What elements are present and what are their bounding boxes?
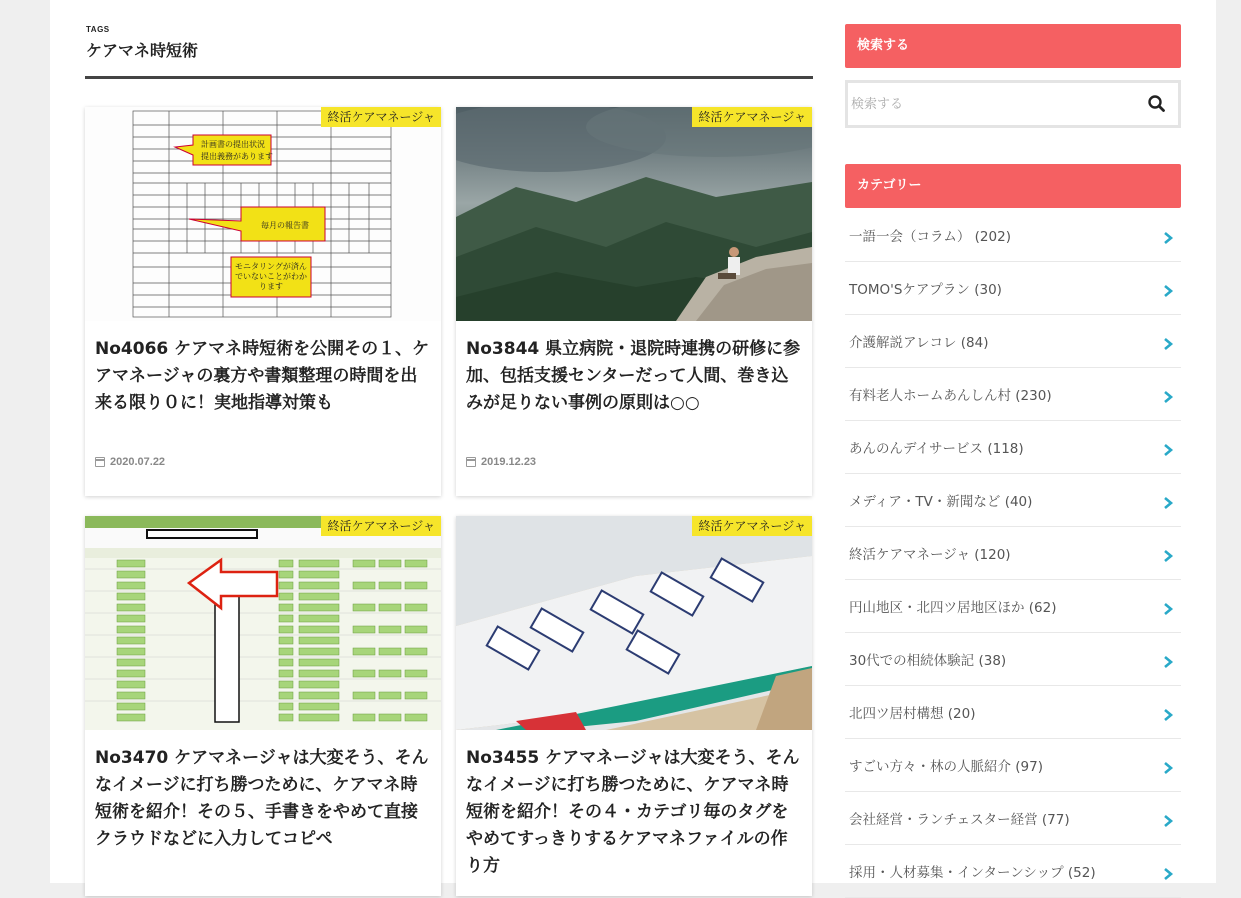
thumb-callout-text: ります: [259, 282, 283, 291]
thumb-callout-text: でいないことがわか: [235, 272, 307, 281]
chevron-right-icon: [1161, 443, 1175, 457]
file-folders-photo: [456, 516, 812, 730]
chevron-right-icon: [1161, 708, 1175, 722]
category-label: 終活ケアマネージャ (120): [849, 547, 1011, 563]
category-label: メディア・TV・新聞など (40): [849, 494, 1033, 510]
chevron-right-icon: [1161, 337, 1175, 351]
category-label: 会社経営・ランチェスター経営 (77): [849, 812, 1070, 828]
chevron-right-icon: [1161, 231, 1175, 245]
category-badge[interactable]: 終活ケアマネージャ: [692, 107, 812, 127]
category-item[interactable]: [845, 633, 1181, 686]
category-item[interactable]: [845, 209, 1181, 262]
post-title[interactable]: No3470 ケアマネージャは大変そう、そんなイメージに打ち勝つために、ケアマネ時短術を紹介！その５、手書きをやめて直接クラウドなどに入力してコピペ: [95, 748, 429, 849]
search-icon[interactable]: [1146, 93, 1168, 115]
post-card[interactable]: [85, 107, 441, 496]
post-card[interactable]: [456, 107, 812, 496]
tags-label: TAGS: [86, 25, 110, 34]
chevron-right-icon: [1161, 284, 1175, 298]
post-thumbnail[interactable]: [456, 516, 812, 730]
category-badge[interactable]: 終活ケアマネージャ: [692, 516, 812, 536]
post-title[interactable]: No3844 県立病院・退院時連携の研修に参加、包括支援センターだって人間、巻き込みが足りない事例の原則は○○: [466, 339, 801, 413]
category-label: 有料老人ホームあんしん村 (230): [849, 388, 1052, 404]
title-divider: [85, 76, 813, 79]
post-date: [95, 456, 165, 468]
chevron-right-icon: [1161, 390, 1175, 404]
search-form: [845, 80, 1181, 128]
category-badge[interactable]: 終活ケアマネージャ: [321, 107, 441, 127]
category-label: 円山地区・北四ツ居地区ほか (62): [849, 600, 1057, 616]
calendar-icon: [95, 457, 105, 467]
chevron-right-icon: [1161, 602, 1175, 616]
category-item[interactable]: [845, 368, 1181, 421]
post-thumbnail[interactable]: [456, 107, 812, 321]
spreadsheet-screenshot-image: [85, 516, 441, 730]
post-card[interactable]: [456, 516, 812, 896]
post-date: [466, 456, 536, 468]
category-item[interactable]: [845, 739, 1181, 792]
search-input[interactable]: [851, 91, 1121, 117]
post-date-text: 2019.12.23: [481, 456, 537, 468]
post-title[interactable]: No3455 ケアマネージャは大変そう、そんなイメージに打ち勝つために、ケアマネ時短術を紹介！その４・カテゴリ毎のタグをやめてすっきりするケアマネファイルの作り方: [466, 748, 800, 876]
post-date-text: 2020.07.22: [110, 456, 166, 468]
thumb-callout-text: モニタリングが済ん: [235, 262, 307, 271]
category-label: 一語一会（コラム） (202): [849, 229, 1011, 245]
page: [50, 0, 1216, 883]
category-widget-heading: カテゴリー: [845, 164, 1181, 208]
thumb-callout-text: 提出義務があります: [201, 152, 273, 161]
category-item[interactable]: [845, 527, 1181, 580]
post-title[interactable]: No4066 ケアマネ時短術を公開その１、ケアマネージャの裏方や書類整理の時間を出来る限り０に！実地指導対策も: [95, 339, 430, 413]
category-item[interactable]: [845, 474, 1181, 527]
mountain-photo: [456, 107, 812, 321]
category-label: 30代での相続体験記 (38): [849, 653, 1007, 669]
category-label: 採用・人材募集・インターンシップ (52): [849, 865, 1096, 881]
category-label: すごい方々・林の人脈紹介 (97): [849, 759, 1044, 775]
category-item[interactable]: [845, 421, 1181, 474]
search-widget-heading: 検索する: [845, 24, 1181, 68]
chevron-right-icon: [1161, 867, 1175, 881]
chevron-right-icon: [1161, 814, 1175, 828]
category-item[interactable]: [845, 262, 1181, 315]
category-item[interactable]: [845, 845, 1181, 898]
post-thumbnail[interactable]: [85, 107, 441, 321]
category-badge[interactable]: 終活ケアマネージャ: [321, 516, 441, 536]
category-item[interactable]: [845, 580, 1181, 633]
category-list: [845, 209, 1181, 898]
calendar-icon: [466, 457, 476, 467]
form-document-image: [85, 107, 441, 321]
chevron-right-icon: [1161, 655, 1175, 669]
post-thumbnail[interactable]: [85, 516, 441, 730]
category-label: 介護解説アレコレ (84): [849, 335, 989, 351]
chevron-right-icon: [1161, 549, 1175, 563]
category-label: あんのんデイサービス (118): [849, 441, 1024, 457]
category-label: TOMO'Sケアプラン (30): [849, 282, 1002, 298]
chevron-right-icon: [1161, 761, 1175, 775]
category-item[interactable]: [845, 686, 1181, 739]
post-card[interactable]: [85, 516, 441, 896]
category-label: 北四ツ居村構想 (20): [849, 706, 976, 722]
thumb-callout-text: 毎月の報告書: [261, 221, 309, 230]
chevron-right-icon: [1161, 496, 1175, 510]
page-title: ケアマネ時短術: [86, 41, 199, 60]
category-item[interactable]: [845, 792, 1181, 845]
thumb-callout-text: 計画書の提出状況: [201, 140, 265, 149]
category-item[interactable]: [845, 315, 1181, 368]
